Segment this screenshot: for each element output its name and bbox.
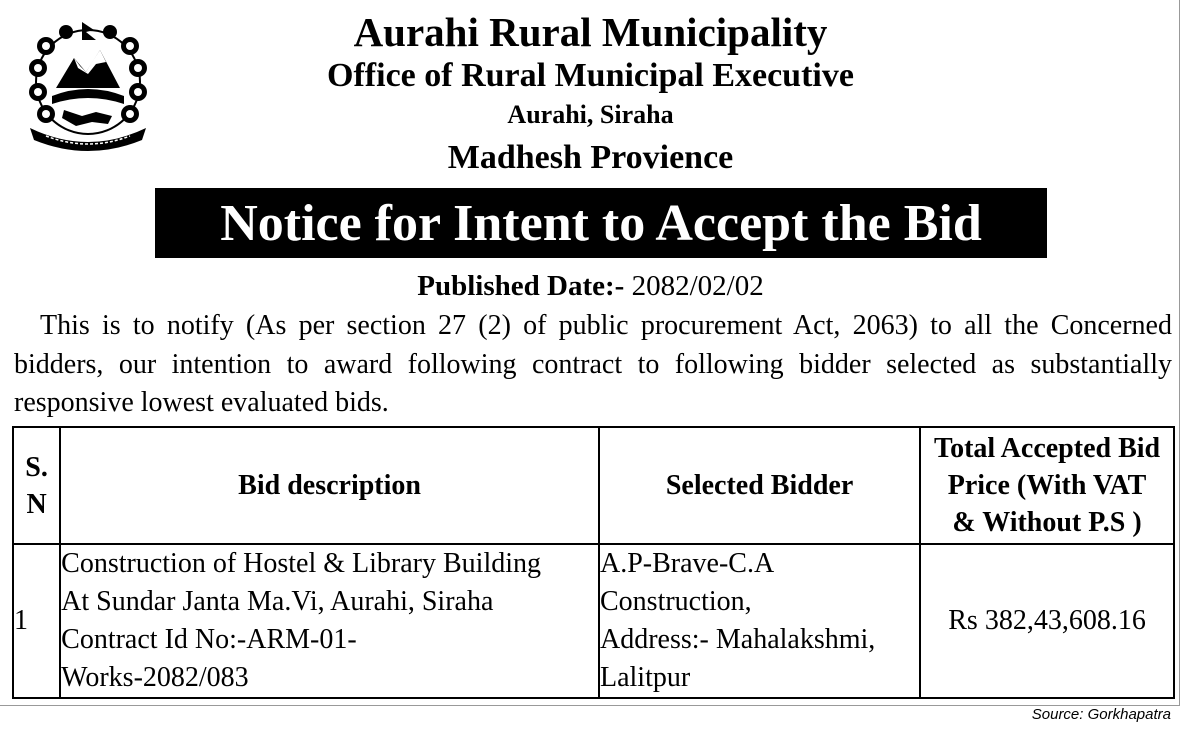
table-row (13, 544, 1174, 698)
header-bidder: Selected Bidder (599, 427, 920, 544)
row-price: Rs 382,43,608.16 (920, 544, 1174, 698)
row-description-line3: Contract Id No:-ARM-01- (61, 624, 357, 655)
header-price-line1: Total Accepted Bid (934, 433, 1161, 464)
row-sn: 1 (13, 544, 60, 698)
published-date-label: Published Date:- (417, 270, 625, 302)
office-location: Aurahi, Siraha (507, 100, 674, 129)
province-name: Madhesh Provience (447, 139, 734, 176)
row-description (60, 544, 599, 698)
header-sn-line1: S. (25, 451, 48, 483)
row-bidder-line2: Construction, (600, 586, 752, 617)
header-price-line3: & Without P.S ) (952, 507, 1142, 538)
row-bidder-line3: Address:- Mahalakshmi, (600, 624, 876, 655)
row-bidder-line4: Lalitpur (600, 662, 691, 693)
source-credit: Source: Gorkhapatra (1031, 706, 1171, 723)
row-bidder-line1: A.P-Brave-C.A (600, 548, 775, 579)
row-bidder (599, 544, 920, 698)
row-description-line1: Construction of Hostel & Library Building (61, 548, 541, 579)
notice-banner: Notice for Intent to Accept the Bid (155, 188, 1047, 258)
header-sn-line2: N (26, 488, 47, 520)
header-description: Bid description (60, 427, 599, 544)
row-description-line4: Works-2082/083 (61, 662, 249, 693)
bid-table (12, 426, 1175, 699)
municipality-title: Aurahi Rural Municipality (353, 9, 828, 55)
table-header-row (13, 427, 1174, 544)
row-description-line2: At Sundar Janta Ma.Vi, Aurahi, Siraha (61, 586, 494, 617)
published-date-line (0, 270, 1181, 303)
notice-body-text: This is to notify (As per section 27 (2) of public procurement Act, 2063) to all the Concerned bidders, our intention to award following contract to following bidder selected as substantially responsive lowest evaluated bids. (14, 310, 1172, 418)
office-title: Office of Rural Municipal Executive (327, 57, 854, 94)
published-date-value: 2082/02/02 (631, 270, 764, 302)
header-price-line2: Price (With VAT (947, 470, 1147, 501)
header-sn (13, 427, 60, 544)
header-price (920, 427, 1174, 544)
